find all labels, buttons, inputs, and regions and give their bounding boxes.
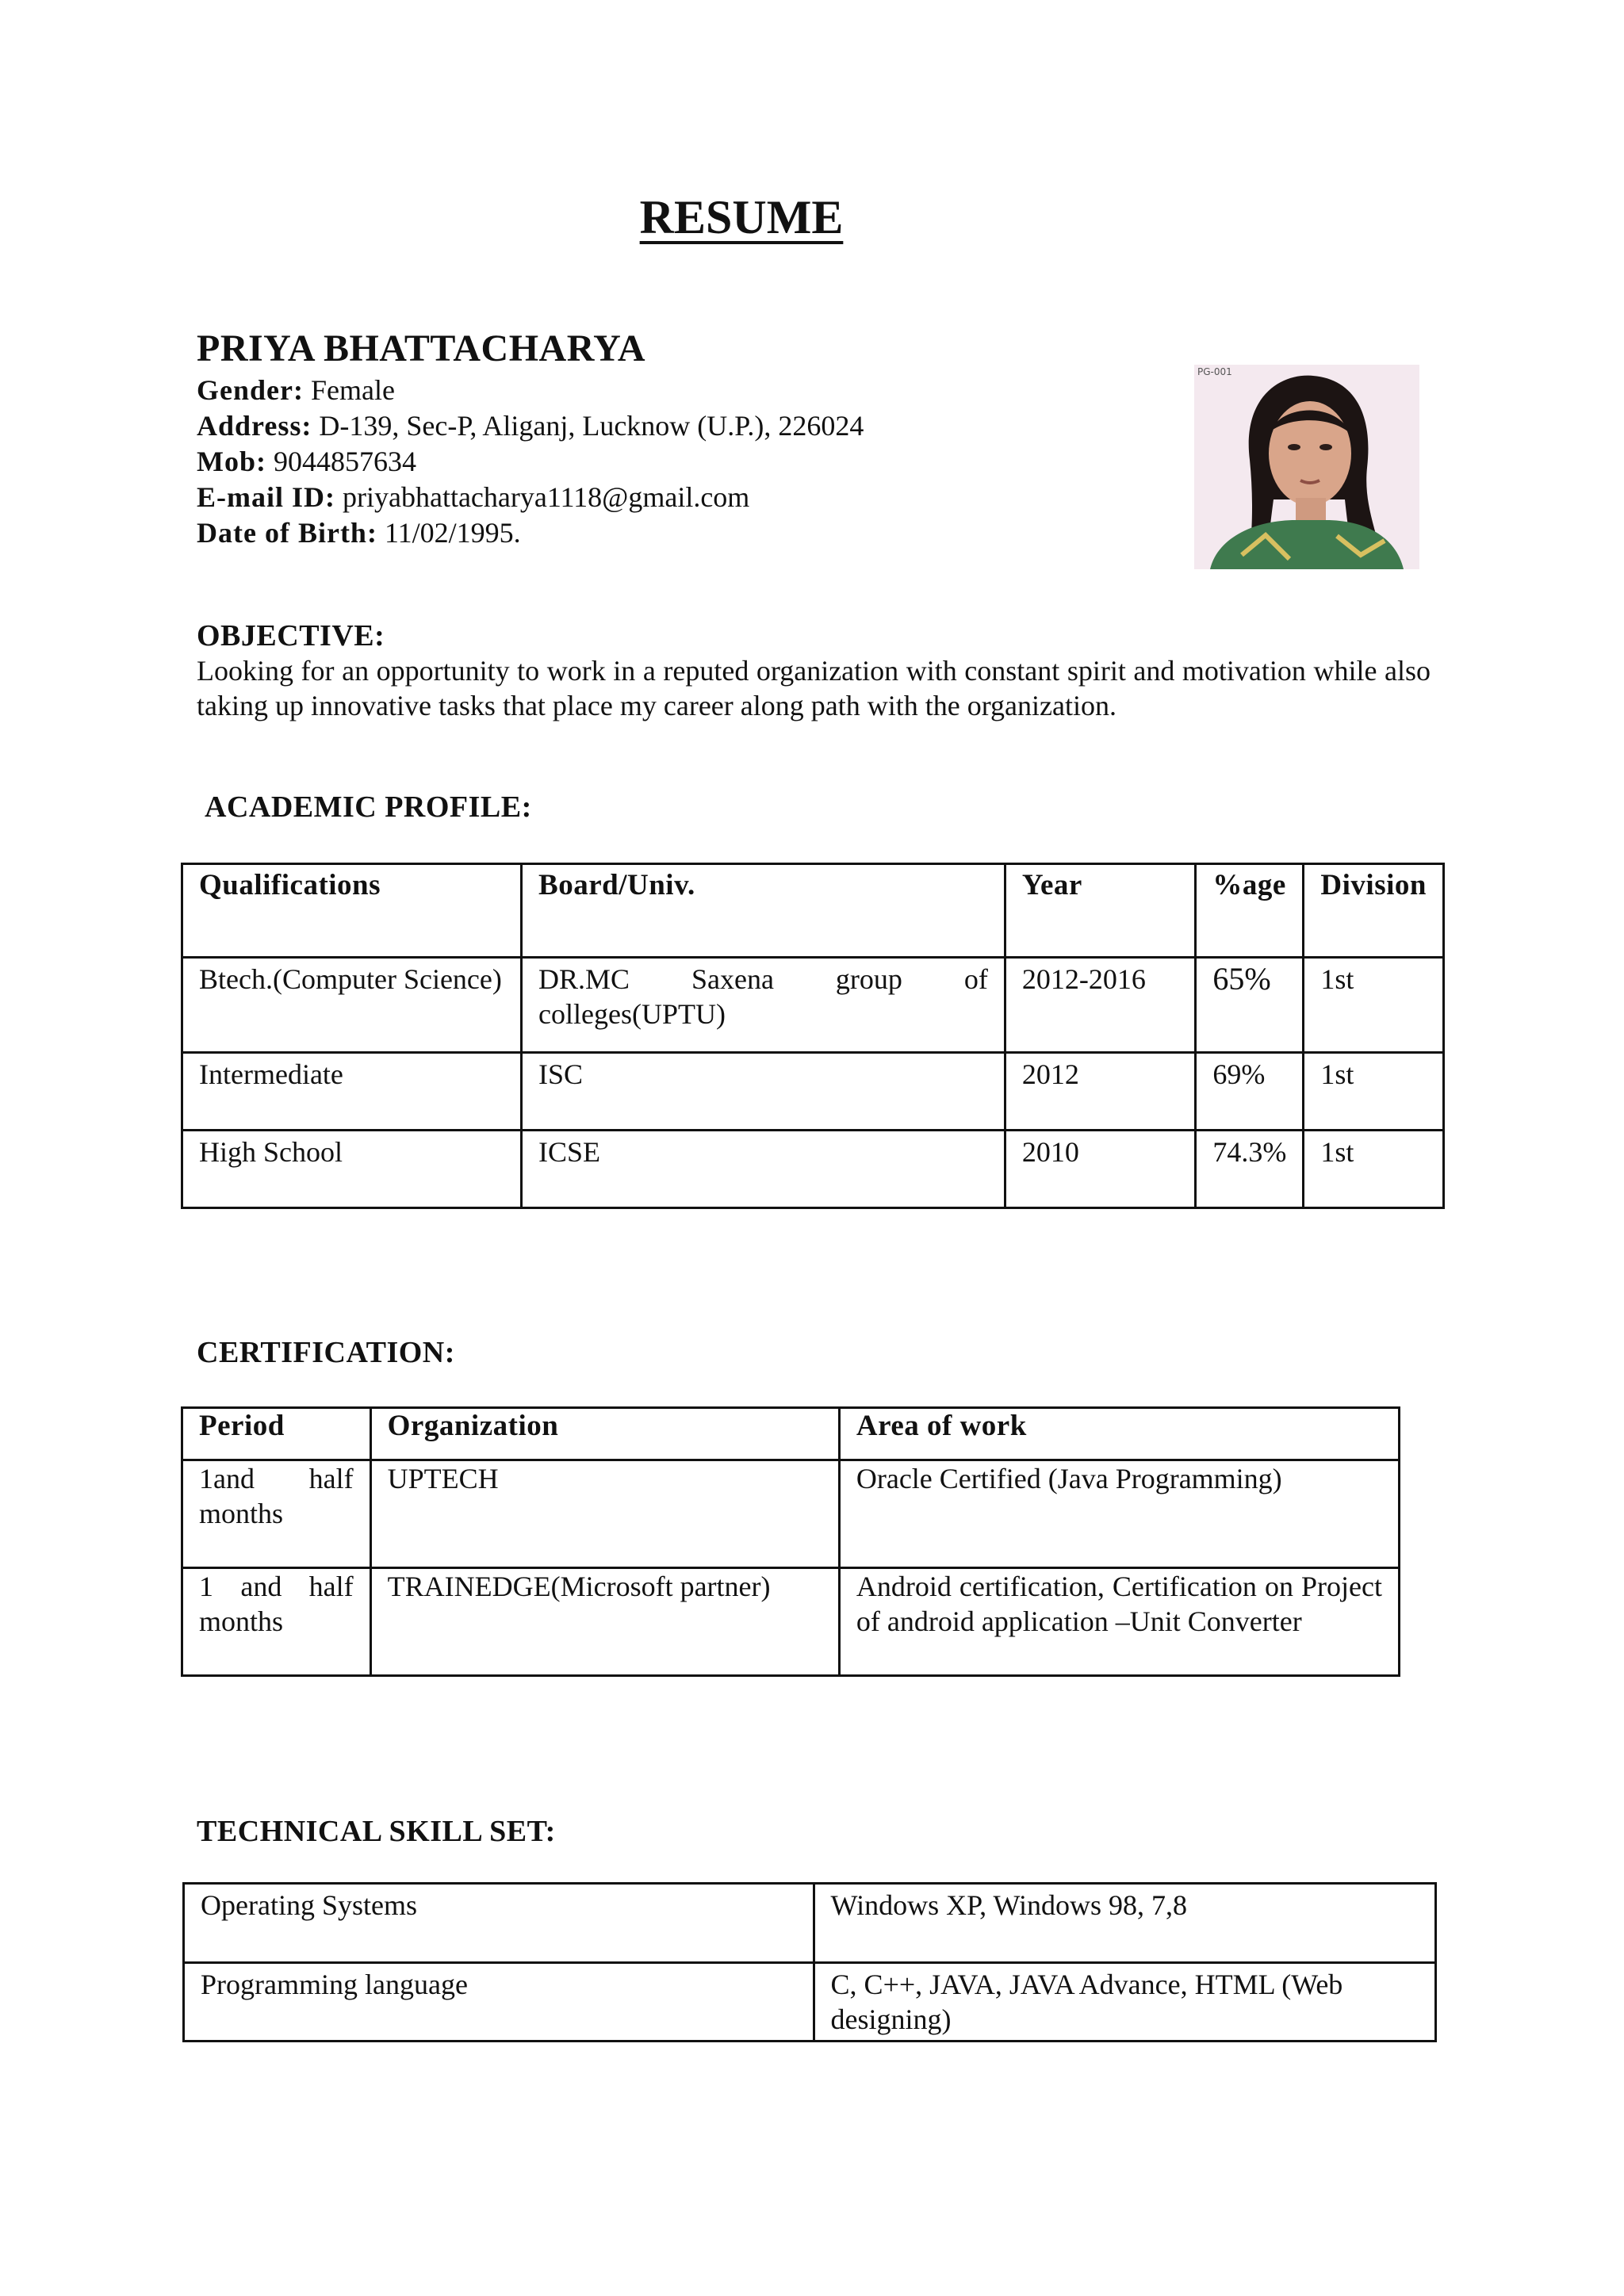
- table-row: [182, 1053, 1444, 1131]
- table-cell: 1st: [1304, 958, 1444, 1053]
- personal-details: [197, 373, 864, 551]
- eye-right: [1320, 444, 1332, 450]
- address-line: [197, 408, 864, 444]
- certification-heading: CERTIFICATION:: [197, 1336, 455, 1369]
- table-cell: ISC: [522, 1053, 1005, 1131]
- table-cell: 74.3%: [1196, 1131, 1304, 1208]
- table-cell: Intermediate: [182, 1053, 522, 1131]
- academic-header-cell: Year: [1005, 864, 1196, 958]
- certification-header-row: [182, 1408, 1400, 1460]
- table-row: [184, 1963, 1436, 2042]
- candidate-name: PRIYA BHATTACHARYA: [197, 327, 646, 369]
- dob-value: 11/02/1995.: [384, 517, 521, 549]
- email-line: [197, 480, 864, 515]
- certification-header-cell: Organization: [370, 1408, 839, 1460]
- email-value: priyabhattacharya1118@gmail.com: [343, 481, 750, 513]
- table-cell: 69%: [1196, 1053, 1304, 1131]
- table-cell: 2010: [1005, 1131, 1196, 1208]
- table-cell: 1st: [1304, 1053, 1444, 1131]
- table-row: [182, 1460, 1400, 1568]
- table-cell: TRAINEDGE(Microsoft partner): [370, 1568, 839, 1676]
- table-row: [184, 1884, 1436, 1963]
- table-row: [182, 1568, 1400, 1676]
- table-cell: 1and half months: [182, 1460, 371, 1568]
- table-cell: Oracle Certified (Java Programming): [839, 1460, 1399, 1568]
- technical-skills-table: [182, 1882, 1437, 2042]
- table-cell: 1 and half months: [182, 1568, 371, 1676]
- mobile-value: 9044857634: [274, 446, 416, 477]
- table-cell: Programming language: [184, 1963, 814, 2042]
- academic-header-cell: Board/Univ.: [522, 864, 1005, 958]
- dob-label: Date of Birth:: [197, 517, 377, 549]
- table-cell: Operating Systems: [184, 1884, 814, 1963]
- profile-photo: [1194, 365, 1419, 569]
- table-cell: High School: [182, 1131, 522, 1208]
- table-cell: Btech.(Computer Science): [182, 958, 522, 1053]
- resume-title: RESUME: [639, 191, 844, 243]
- gender-value: Female: [310, 374, 395, 406]
- table-row: [182, 1131, 1444, 1208]
- academic-header-cell: %age: [1196, 864, 1304, 958]
- gender-line: [197, 373, 864, 408]
- objective-heading: OBJECTIVE:: [197, 619, 385, 652]
- certification-table: [181, 1406, 1400, 1677]
- table-cell: 65%: [1196, 958, 1304, 1053]
- certification-header-cell: Area of work: [839, 1408, 1399, 1460]
- address-label: Address:: [197, 410, 312, 442]
- certification-header-cell: Period: [182, 1408, 371, 1460]
- technical-skills-heading: TECHNICAL SKILL SET:: [197, 1815, 556, 1848]
- mobile-line: [197, 444, 864, 480]
- table-cell: 1st: [1304, 1131, 1444, 1208]
- eye-left: [1288, 444, 1300, 450]
- dob-line: [197, 515, 864, 551]
- table-cell: DR.MC Saxena group of colleges(UPTU): [522, 958, 1005, 1053]
- gender-label: Gender:: [197, 374, 304, 406]
- academic-header-row: [182, 864, 1444, 958]
- table-cell: Android certification, Certification on Project of android application –Unit Converter: [839, 1568, 1399, 1676]
- portrait-illustration: [1194, 365, 1419, 569]
- table-row: [182, 958, 1444, 1053]
- academic-header-cell: Division: [1304, 864, 1444, 958]
- objective-text: Looking for an opportunity to work in a reputed organization with constant spirit and motivation while also taking up innovative tasks that place my career along path with the organization.: [197, 655, 1431, 721]
- table-cell: UPTECH: [370, 1460, 839, 1568]
- address-value: D-139, Sec-P, Aliganj, Lucknow (U.P.), 226024: [319, 410, 864, 442]
- table-cell: ICSE: [522, 1131, 1005, 1208]
- email-label: E-mail ID:: [197, 481, 335, 513]
- table-cell: C, C++, JAVA, JAVA Advance, HTML (Web designing): [814, 1963, 1435, 2042]
- table-cell: 2012-2016: [1005, 958, 1196, 1053]
- table-cell: 2012: [1005, 1053, 1196, 1131]
- mobile-label: Mob:: [197, 446, 266, 477]
- academic-header-cell: Qualifications: [182, 864, 522, 958]
- table-cell: Windows XP, Windows 98, 7,8: [814, 1884, 1435, 1963]
- photo-tag: PG-001: [1197, 366, 1232, 377]
- academic-heading: ACADEMIC PROFILE:: [205, 790, 532, 824]
- academic-table: [181, 863, 1445, 1209]
